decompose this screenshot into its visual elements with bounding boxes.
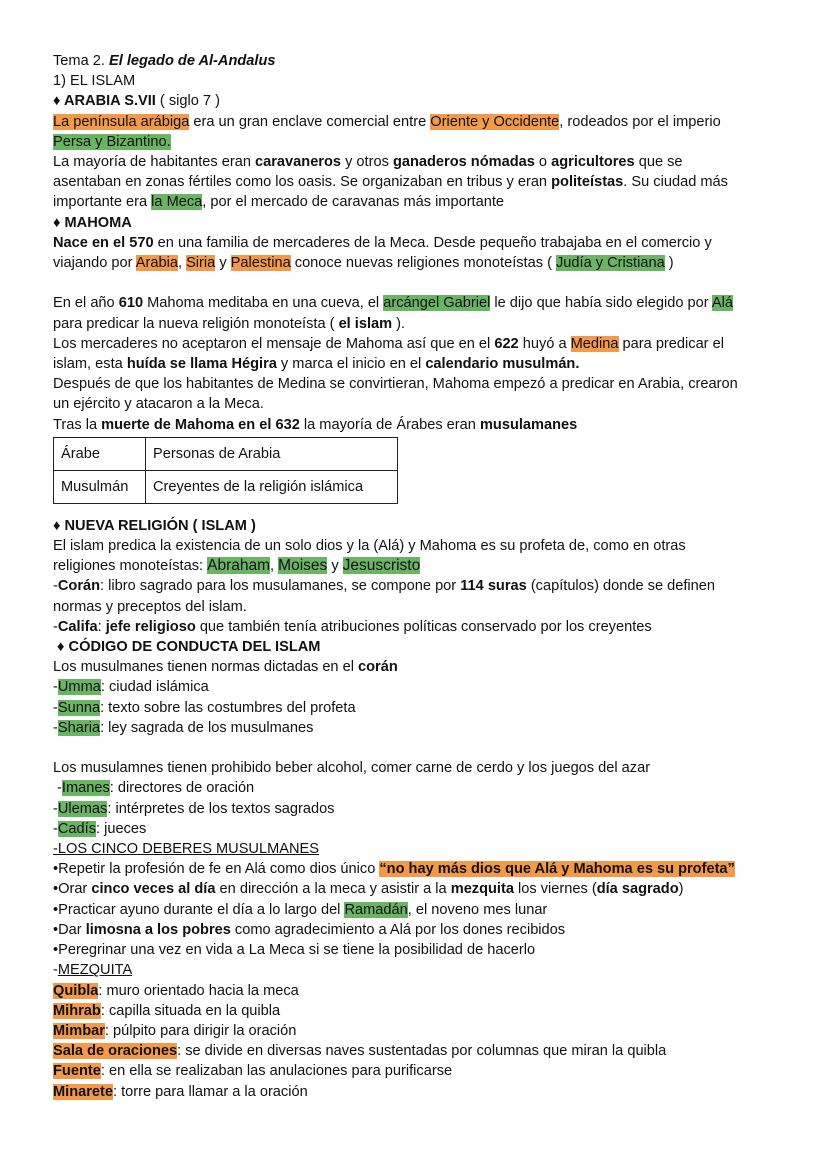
list-item: -Sunna: texto sobre las costumbres del profeta [53,699,356,716]
arabia-line-3: La mayoría de habitantes eran caravaneros y otros ganaderos nómadas o agricultores que se [53,154,683,171]
arabia-line-1: La península arábiga era un gran enclave comercial entre Oriente y Occidente, rodeados por el imperio [53,113,721,130]
tema-title-line [53,51,783,71]
list-item: Fuente: en ella se realizaban las anulaciones para purificarse [53,1063,453,1080]
mahoma-heading: ♦ MAHOMA [53,214,132,231]
tema-title: El legado de Al-Andalus [108,53,276,69]
tema-prefix: Tema 2. [53,53,105,69]
mezquita-heading: -MEZQUITA [53,962,133,979]
deber-3: •Practicar ayuno durante el día a lo largo del Ramadán, el noveno mes lunar [53,901,548,918]
mahoma-line-9: Tras la muerte de Mahoma en el 632 la mayoría de Árabes eran musulamanes [53,416,578,433]
list-item: Minarete: torre para llamar a la oración [53,1083,308,1100]
prohibido-line: Los musulamnes tienen prohibido beber alcohol, comer carne de cerdo y los juegos del azar [53,760,651,777]
deber-1: •Repetir la profesión de fe en Alá como dios único “no hay más dios que Alá y Mahoma es su profeta” [53,861,735,878]
table-row [54,437,398,470]
list-item: -Umma: ciudad islámica [53,679,209,696]
list-item: Mihrab: capilla situada en la quibla [53,1002,281,1019]
codigo-heading: ♦ CÓDIGO DE CONDUCTA DEL ISLAM [53,639,321,656]
table-cell-definition: Personas de Arabia [146,437,398,470]
list-item: -Sharia: ley sagrada de los musulmanes [53,719,314,736]
arabia-line-5: importante era la Meca, por el mercado de caravanas más importante [53,194,505,211]
list-item: Sala de oraciones: se divide en diversas naves sustentadas por columnas que miran la quibla [53,1043,667,1060]
list-item: Mimbar: púlpito para dirigir la oración [53,1022,297,1039]
table-cell-term: Musulmán [54,470,146,503]
mahoma-line-6: islam, esta huída se llama Hégira y marca el inicio en el calendario musulmán. [53,356,580,373]
table-cell-definition: Creyentes de la religión islámica [146,470,398,503]
mahoma-line-1: Nace en el 570 en una familia de mercaderes de la Meca. Desde pequeño trabajaba en el comercio y [53,234,712,251]
definitions-table [53,437,398,504]
list-item: -Imanes: directores de oración [53,780,255,797]
table-cell-term: Árabe [54,437,146,470]
religion-line-2: religiones monoteístas: Abraham, Moises y Jesuscristo [53,557,421,575]
document-page [53,51,783,1102]
list-item: -Ulemas: intérpretes de los textos sagrados [53,800,335,817]
deberes-heading: -LOS CINCO DEBERES MUSULMANES [53,841,319,858]
mahoma-line-5: Los mercaderes no aceptaron el mensaje de Mahoma así que en el 622 huyó a Medina para predicar el [53,335,724,352]
table-row [54,470,398,503]
mahoma-line-3: En el año 610 Mahoma meditaba en una cueva, el arcángel Gabriel le dijo que había sido elegido por Alá [53,295,733,312]
religion-line-4: normas y preceptos del islam. [53,598,247,615]
religion-heading: ♦ NUEVA RELIGIÓN ( ISLAM ) [53,517,256,534]
list-item: -Cadís: jueces [53,820,147,837]
deber-5: •Peregrinar una vez en vida a La Meca si se tiene la posibilidad de hacerlo [53,942,536,959]
mahoma-line-7: Después de que los habitantes de Medina se convirtieran, Mahoma empezó a predicar en Arabia, crearon [53,376,738,393]
religion-line-1: El islam predica la existencia de un solo dios y la (Alá) y Mahoma es su profeta de, como en otras [53,538,686,555]
religion-line-3: -Corán: libro sagrado para los musulamanes, se compone por 114 suras (capítulos) donde se definen [53,578,715,595]
list-item: Quibla: muro orientado hacia la meca [53,982,299,999]
religion-line-5: -Califa: jefe religioso que también tenía atribuciones políticas conservado por los creyentes [53,618,652,635]
section-heading-islam: 1) EL ISLAM [53,73,136,90]
arabia-line-2: Persa y Bizantino. [53,133,171,150]
deber-4: •Dar limosna a los pobres como agradecimiento a Alá por los dones recibidos [53,921,566,938]
arabia-heading: ♦ ARABIA S.VII ( siglo 7 ) [53,93,220,110]
mahoma-line-4: para predicar la nueva religión monoteísta ( el islam ). [53,315,406,332]
deber-2: •Orar cinco veces al día en dirección a la meca y asistir a la mezquita los viernes (día sagrado) [53,881,684,898]
codigo-line-1: Los musulmanes tienen normas dictadas en el corán [53,659,398,676]
mahoma-line-2: viajando por Arabia, Siria y Palestina conoce nuevas religiones monoteístas ( Judía y Cristiana ) [53,255,674,272]
mahoma-line-8: un ejército y atacaron a la Meca. [53,396,264,413]
arabia-line-4: asentaban en zonas fértiles como los oasis. Se organizaban en tribus y eran politeístas. Su ciudad más [53,174,728,191]
